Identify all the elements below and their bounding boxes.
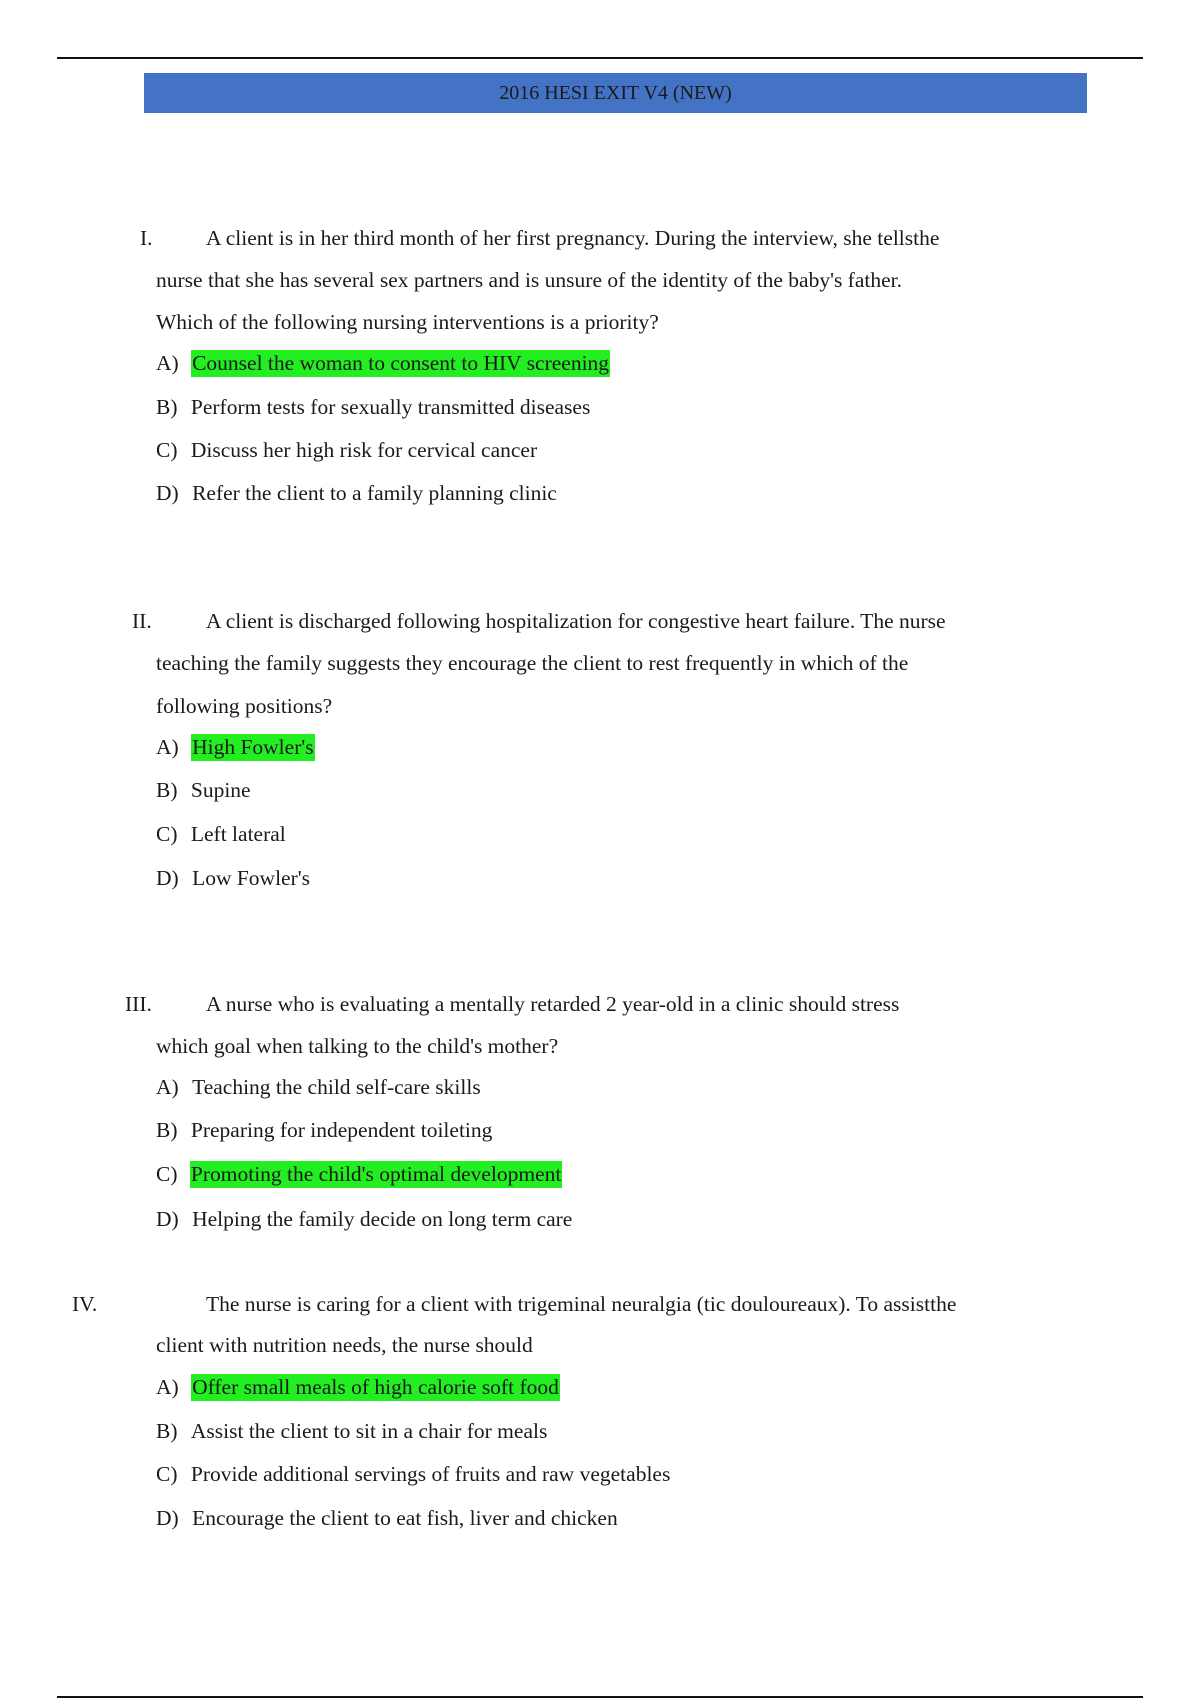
option-d[interactable] xyxy=(156,868,311,890)
option-c[interactable] xyxy=(156,1464,671,1486)
option-text: Left lateral xyxy=(190,822,286,846)
option-a[interactable] xyxy=(156,1077,482,1099)
option-text: Perform tests for sexually transmitted diseases xyxy=(190,395,591,419)
option-letter: A) xyxy=(156,735,179,759)
option-a[interactable] xyxy=(156,1377,560,1399)
bottom-rule xyxy=(57,1696,1143,1698)
question-number: IV. xyxy=(72,1292,98,1316)
option-letter: C) xyxy=(156,1162,178,1186)
option-letter: B) xyxy=(156,395,178,419)
question-number: II. xyxy=(132,609,152,633)
option-text: Teaching the child self-care skills xyxy=(192,1075,481,1099)
question-text-line: which goal when talking to the child's mother? xyxy=(156,1034,559,1058)
document-title-banner xyxy=(144,73,1087,113)
option-letter: D) xyxy=(156,1207,179,1231)
option-letter: C) xyxy=(156,1462,178,1486)
option-b[interactable] xyxy=(156,397,591,419)
option-text: Low Fowler's xyxy=(192,866,310,890)
option-text-correct: Offer small meals of high calorie soft food xyxy=(192,1375,559,1399)
option-c[interactable] xyxy=(156,1164,562,1186)
question-text-line: nurse that she has several sex partners and is unsure of the identity of the baby's father. xyxy=(156,268,903,292)
option-d[interactable] xyxy=(156,1209,573,1231)
top-rule xyxy=(57,57,1143,59)
option-letter: C) xyxy=(156,438,178,462)
option-a[interactable] xyxy=(156,353,610,375)
option-d[interactable] xyxy=(156,483,558,505)
question-number: III. xyxy=(125,992,152,1016)
option-text: Helping the family decide on long term care xyxy=(192,1207,573,1231)
option-d[interactable] xyxy=(156,1508,619,1530)
option-text: Refer the client to a family planning clinic xyxy=(192,481,557,505)
option-letter: B) xyxy=(156,1419,178,1443)
option-b[interactable] xyxy=(156,1120,493,1142)
option-letter: B) xyxy=(156,1118,178,1142)
option-text: Provide additional servings of fruits and raw vegetables xyxy=(190,1462,671,1486)
option-text: Discuss her high risk for cervical cancer xyxy=(190,438,538,462)
option-letter: A) xyxy=(156,1075,179,1099)
option-c[interactable] xyxy=(156,440,538,462)
option-letter: D) xyxy=(156,481,179,505)
option-letter: A) xyxy=(156,1375,179,1399)
option-letter: B) xyxy=(156,778,178,802)
question-text-line: client with nutrition needs, the nurse should xyxy=(156,1333,533,1357)
option-b[interactable] xyxy=(156,780,252,802)
option-a[interactable] xyxy=(156,737,315,759)
question-text-line: A client is discharged following hospitalization for congestive heart failure. The nurse xyxy=(206,609,946,633)
option-text-correct: High Fowler's xyxy=(192,735,314,759)
option-text: Encourage the client to eat fish, liver and chicken xyxy=(192,1506,618,1530)
option-letter: D) xyxy=(156,866,179,890)
question-number: I. xyxy=(140,226,153,250)
option-c[interactable] xyxy=(156,824,287,846)
option-letter: C) xyxy=(156,822,178,846)
question-text-line: A nurse who is evaluating a mentally retarded 2 year-old in a clinic should stress xyxy=(206,992,900,1016)
question-text-line: teaching the family suggests they encourage the client to rest frequently in which of the xyxy=(156,651,909,675)
question-text-line: The nurse is caring for a client with trigeminal neuralgia (tic douloureaux). To assistthe xyxy=(206,1292,957,1316)
question-text-line: A client is in her third month of her first pregnancy. During the interview, she tellsthe xyxy=(206,226,940,250)
question-text-line: Which of the following nursing interventions is a priority? xyxy=(156,310,659,334)
option-b[interactable] xyxy=(156,1421,548,1443)
option-text: Assist the client to sit in a chair for meals xyxy=(190,1419,548,1443)
question-text-line: following positions? xyxy=(156,694,333,718)
option-text-correct: Counsel the woman to consent to HIV screening xyxy=(192,351,610,375)
option-text: Supine xyxy=(190,778,251,802)
option-letter: A) xyxy=(156,351,179,375)
document-title: 2016 HESI EXIT V4 (NEW) xyxy=(499,81,732,104)
option-text: Preparing for independent toileting xyxy=(190,1118,493,1142)
option-text-correct: Promoting the child's optimal development xyxy=(190,1162,562,1186)
option-letter: D) xyxy=(156,1506,179,1530)
